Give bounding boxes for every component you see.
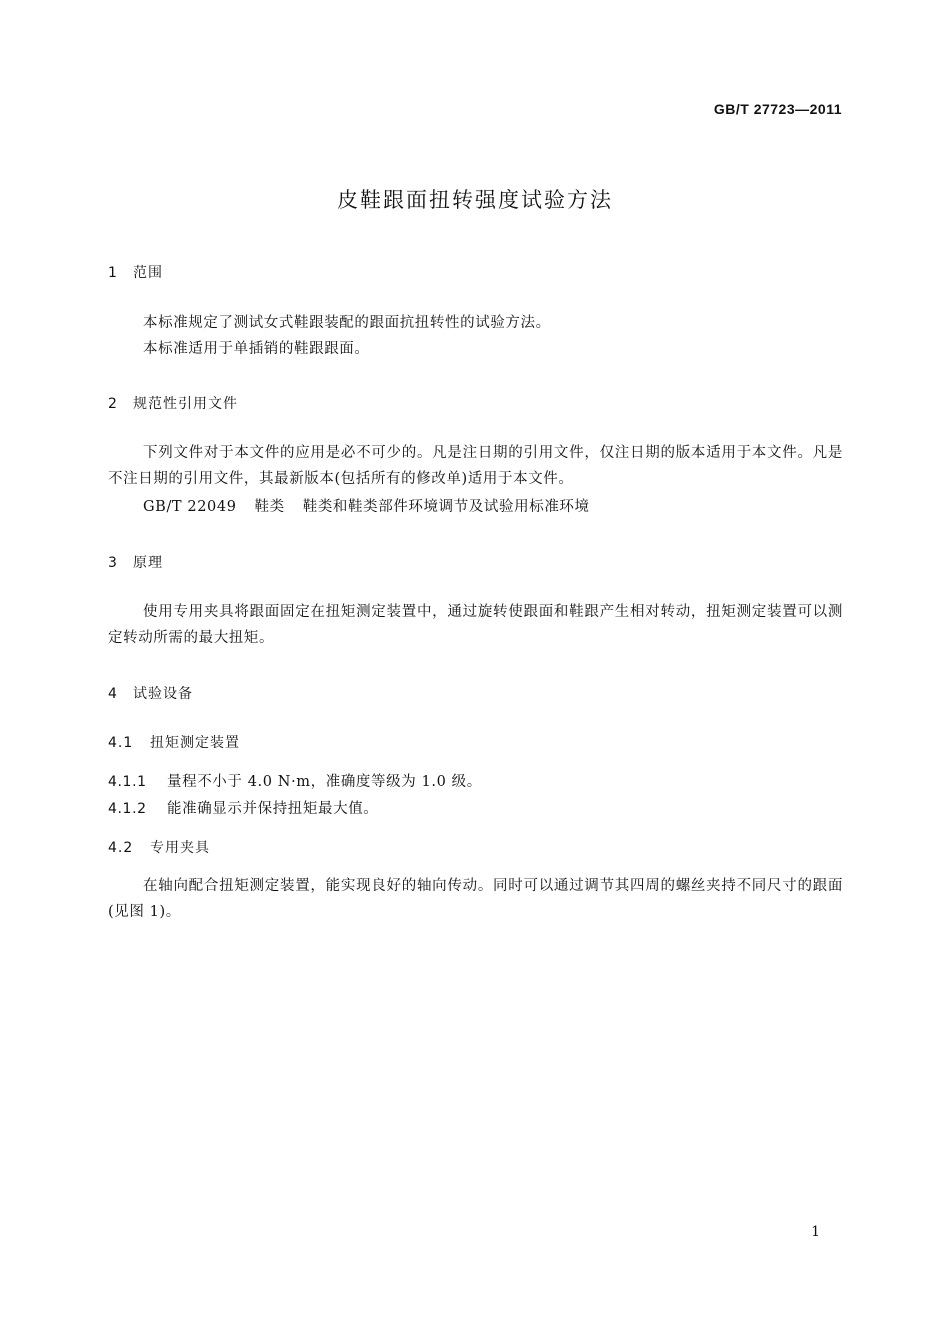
clause-4-1-1 (108, 770, 482, 791)
reference-category: 鞋类 (254, 499, 285, 515)
subsection-number: 4.2 (108, 840, 134, 856)
section-1-heading (108, 262, 163, 282)
subsection-4-2-paragraph-1: 在轴向配合扭矩测定装置，能实现良好的轴向传动。同时可以通过调节其四周的螺丝夹持不同尺寸的跟面(见图 1)。 (108, 878, 843, 920)
section-number: 3 (108, 555, 118, 571)
section-title: 原理 (133, 555, 163, 571)
subsection-4-1-heading (108, 732, 240, 752)
section-title: 试验设备 (133, 686, 193, 702)
standard-number: GB/T 27723—2011 (713, 101, 842, 117)
section-4-heading (108, 683, 193, 703)
page-number: 1 (811, 1224, 820, 1240)
clause-text: 能准确显示并保持扭矩最大值。 (167, 801, 379, 817)
section-number: 1 (108, 265, 118, 281)
section-2-paragraph-1: 下列文件对于本文件的应用是必不可少的。凡是注日期的引用文件，仅注日期的版本适用于本文件。凡是不注日期的引用文件，其最新版本(包括所有的修改单)适用于本文件。 (108, 445, 843, 487)
section-number: 4 (108, 686, 118, 702)
section-title: 范围 (133, 265, 163, 281)
subsection-number: 4.1 (108, 735, 134, 751)
clause-4-1-2 (108, 797, 378, 818)
section-number: 2 (108, 396, 118, 412)
section-1-paragraph-1: 本标准规定了测试女式鞋跟装配的跟面抗扭转性的试验方法。 (143, 315, 551, 331)
section-3-paragraph-1: 使用专用夹具将跟面固定在扭矩测定装置中，通过旋转使跟面和鞋跟产生相对转动，扭矩测定装置可以测定转动所需的最大扭矩。 (108, 604, 843, 646)
subsection-title: 专用夹具 (150, 840, 210, 856)
subsection-4-2-heading (108, 837, 210, 857)
clause-text: 量程不小于 4.0 N·m，准确度等级为 1.0 级。 (167, 774, 482, 790)
normative-reference (143, 495, 608, 516)
document-title: 皮鞋跟面扭转强度试验方法 (337, 188, 613, 212)
clause-number: 4.1.2 (108, 801, 147, 817)
subsection-title: 扭矩测定装置 (150, 735, 240, 751)
section-title: 规范性引用文件 (133, 396, 238, 412)
section-1-paragraph-2: 本标准适用于单插销的鞋跟跟面。 (143, 341, 370, 357)
section-2-heading (108, 393, 238, 413)
reference-title: 鞋类和鞋类部件环境调节及试验用标准环境 (302, 499, 590, 515)
reference-code: GB/T 22049 (143, 499, 237, 515)
clause-number: 4.1.1 (108, 774, 147, 790)
section-3-heading (108, 552, 163, 572)
